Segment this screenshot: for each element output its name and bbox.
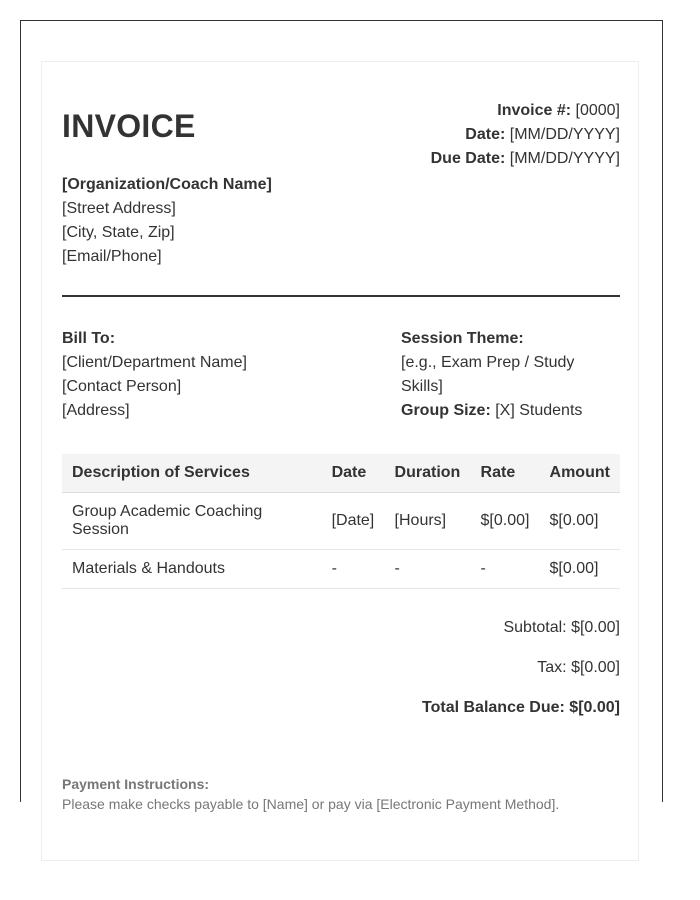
table-row: [62, 493, 620, 550]
row-description: Group Academic Coaching Session: [62, 493, 322, 550]
bill-to-block: [62, 327, 247, 423]
subtotal: Subtotal: $[0.00]: [503, 619, 620, 636]
row-duration: [Hours]: [385, 493, 471, 550]
invoice-title: INVOICE: [62, 108, 196, 144]
invoice-due-date-label: Due Date:: [430, 150, 506, 167]
row-amount: $[0.00]: [540, 550, 620, 589]
document-viewport: [20, 20, 663, 812]
invoice-meta: [431, 99, 620, 171]
row-date: [Date]: [322, 493, 385, 550]
table-header-row: [62, 454, 620, 493]
bill-to-label: Bill To:: [62, 330, 116, 347]
bill-to-address: [Address]: [62, 402, 130, 419]
invoice-date-line: [431, 123, 620, 147]
bill-to-client: [Client/Department Name]: [62, 354, 247, 371]
row-rate: $[0.00]: [471, 493, 540, 550]
tax: Tax: $[0.00]: [537, 659, 620, 676]
organization-contact: [Email/Phone]: [62, 248, 162, 265]
invoice-header: [62, 62, 620, 265]
payment-instructions: [62, 774, 559, 814]
invoice-page: [41, 61, 639, 861]
row-duration: -: [385, 550, 471, 589]
session-block: [401, 327, 620, 423]
header-amount: Amount: [540, 454, 620, 493]
group-size-value: [X] Students: [495, 402, 583, 419]
invoice-number-value: [0000]: [575, 102, 620, 119]
invoice-number-label: Invoice #:: [497, 102, 572, 119]
group-size-label: Group Size:: [401, 402, 491, 419]
organization-city: [City, State, Zip]: [62, 224, 175, 241]
invoice-due-date-value: [MM/DD/YYYY]: [509, 150, 620, 167]
header-date: Date: [322, 454, 385, 493]
organization-block: [62, 173, 272, 269]
bill-to-person: [Contact Person]: [62, 378, 182, 395]
invoice-due-date-line: [431, 147, 620, 171]
organization-street: [Street Address]: [62, 200, 176, 217]
organization-name: [Organization/Coach Name]: [62, 176, 272, 193]
header-divider: [62, 295, 620, 297]
row-rate: -: [471, 550, 540, 589]
totals-block: [422, 619, 620, 739]
group-size-line: [401, 399, 620, 423]
header-description: Description of Services: [62, 454, 322, 493]
payment-instructions-text: Please make checks payable to [Name] or pay via [Electronic Payment Method].: [62, 796, 560, 812]
row-description: Materials & Handouts: [62, 550, 322, 589]
invoice-date-value: [MM/DD/YYYY]: [509, 126, 620, 143]
session-theme-label: Session Theme:: [401, 330, 524, 347]
session-theme-value: [e.g., Exam Prep / Study Skills]: [401, 354, 575, 395]
table-row: [62, 550, 620, 589]
invoice-date-label: Date:: [465, 126, 506, 143]
header-rate: Rate: [471, 454, 540, 493]
services-table: [62, 454, 620, 589]
row-amount: $[0.00]: [540, 493, 620, 550]
header-duration: Duration: [385, 454, 471, 493]
row-date: -: [322, 550, 385, 589]
payment-instructions-label: Payment Instructions:: [62, 776, 210, 792]
total-balance-due: Total Balance Due: $[0.00]: [422, 699, 620, 716]
invoice-number-line: [431, 99, 620, 123]
